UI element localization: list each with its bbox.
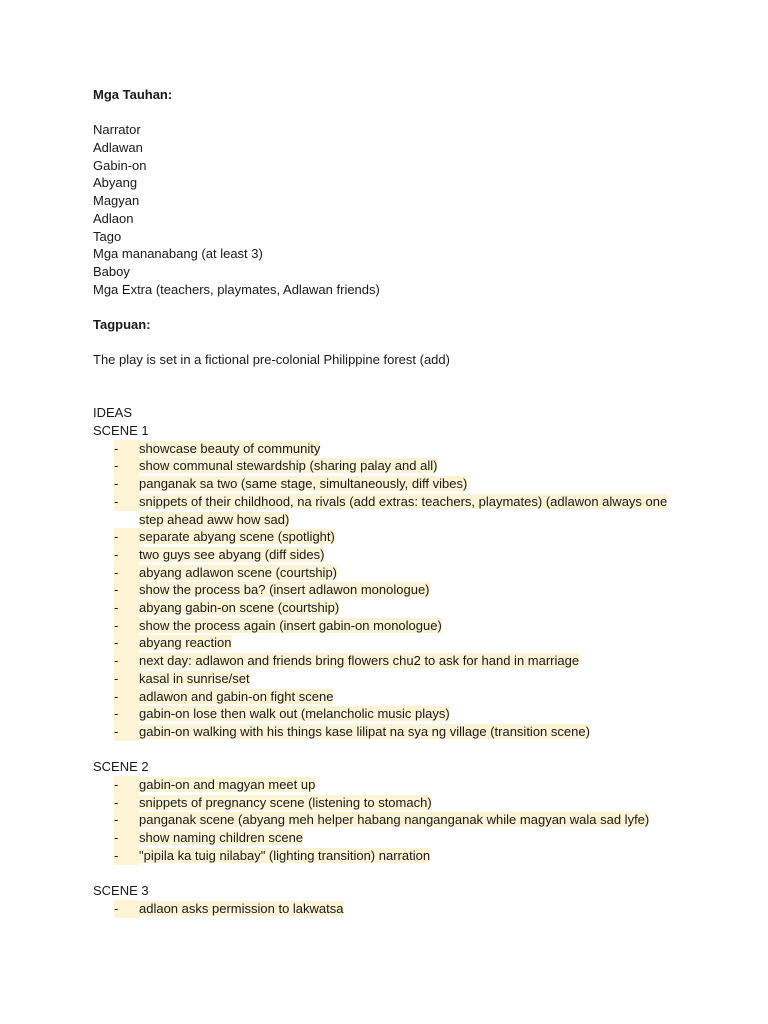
list-item: - snippets of pregnancy scene (listening to stomach) [114,794,432,810]
character-item: Mga mananabang (at least 3) [93,246,263,262]
spacer [93,741,693,759]
bullet-dash: - [114,617,139,635]
tagpuan-text: The play is set in a fictional pre-colonial Philippine forest (add) [93,352,450,368]
list-item: - kasal in sunrise/set [114,670,250,686]
list-item: - show the process again (insert gabin-on monologue) [114,617,442,633]
list-item: - panganak scene (abyang meh helper habang nanganganak while magyan wala sad lyfe) [114,812,650,828]
character-item: Mga Extra (teachers, playmates, Adlawan friends) [93,281,380,297]
ideas-label: IDEAS [93,405,133,421]
list-item: - abyang adlawon scene (courtship) [114,564,338,580]
character-item: Abyang [93,175,138,191]
list-item: - "pipila ka tuig nilabay" (lighting transition) narration [114,847,431,863]
character-item: Adlaon [93,210,134,226]
character-item: Gabin-on [93,157,147,173]
list-item: - abyang gabin-on scene (courtship) [114,600,340,616]
bullet-dash: - [114,493,139,511]
list-item: - abyang reaction [114,635,232,651]
spacer [93,334,693,352]
spacer [93,865,693,883]
bullet-dash: - [114,599,139,617]
bullet-dash: - [114,670,139,688]
bullet-dash: - [114,688,139,706]
list-item: - snippets of their childhood, na rivals (add extras: teachers, playmates) (adlawon always one step ahead aww how sad) [114,493,668,527]
character-item: Adlawan [93,140,143,156]
bullet-dash: - [114,475,139,493]
list-item: - adlawon and gabin-on fight scene [114,688,334,704]
bullet-dash: - [114,776,139,794]
bullet-dash: - [114,634,139,652]
bullet-dash: - [114,847,139,865]
bullet-dash: - [114,794,139,812]
bullet-dash: - [114,705,139,723]
list-item: - adlaon asks permission to lakwatsa [114,900,344,916]
bullet-dash: - [114,546,139,564]
character-item: Narrator [93,122,141,138]
character-item: Magyan [93,193,140,209]
tauhan-heading: Mga Tauhan: [93,87,173,102]
spacer [93,298,693,316]
list-item: - panganak sa two (same stage, simultaneously, diff vibes) [114,476,468,492]
scene-3-list [93,900,693,918]
list-item: - two guys see abyang (diff sides) [114,546,325,562]
list-item: - gabin-on and magyan meet up [114,777,316,793]
list-item: - gabin-on lose then walk out (melancholic music plays) [114,706,450,722]
bullet-dash: - [114,457,139,475]
document-page [93,86,693,918]
list-item: - gabin-on walking with his things kase lilipat na sya ng village (transition scene) [114,724,590,739]
character-item: Baboy [93,263,130,279]
scene-2-list [93,776,693,865]
spacer [93,104,693,122]
bullet-dash: - [114,723,139,741]
list-item: - show naming children scene [114,830,304,846]
bullet-dash: - [114,829,139,847]
scene-1-list [93,440,693,741]
scene-title: SCENE 1 [93,423,149,439]
list-item: - show the process ba? (insert adlawon monologue) [114,582,430,598]
list-item: - show communal stewardship (sharing palay and all) [114,458,438,474]
character-list [93,121,693,298]
character-item: Tago [93,228,122,244]
bullet-dash: - [114,900,139,918]
bullet-dash: - [114,811,139,829]
scene-title: SCENE 3 [93,883,149,899]
tagpuan-heading: Tagpuan: [93,316,151,332]
list-item: - next day: adlawon and friends bring flowers chu2 to ask for hand in marriage [114,653,580,669]
spacer [93,387,693,405]
scene-title: SCENE 2 [93,759,149,775]
spacer [93,369,693,387]
bullet-dash: - [114,581,139,599]
bullet-dash: - [114,652,139,670]
bullet-dash: - [114,440,139,458]
bullet-dash: - [114,528,139,546]
list-item: - separate abyang scene (spotlight) [114,529,335,545]
bullet-dash: - [114,564,139,582]
list-item: - showcase beauty of community [114,440,321,456]
